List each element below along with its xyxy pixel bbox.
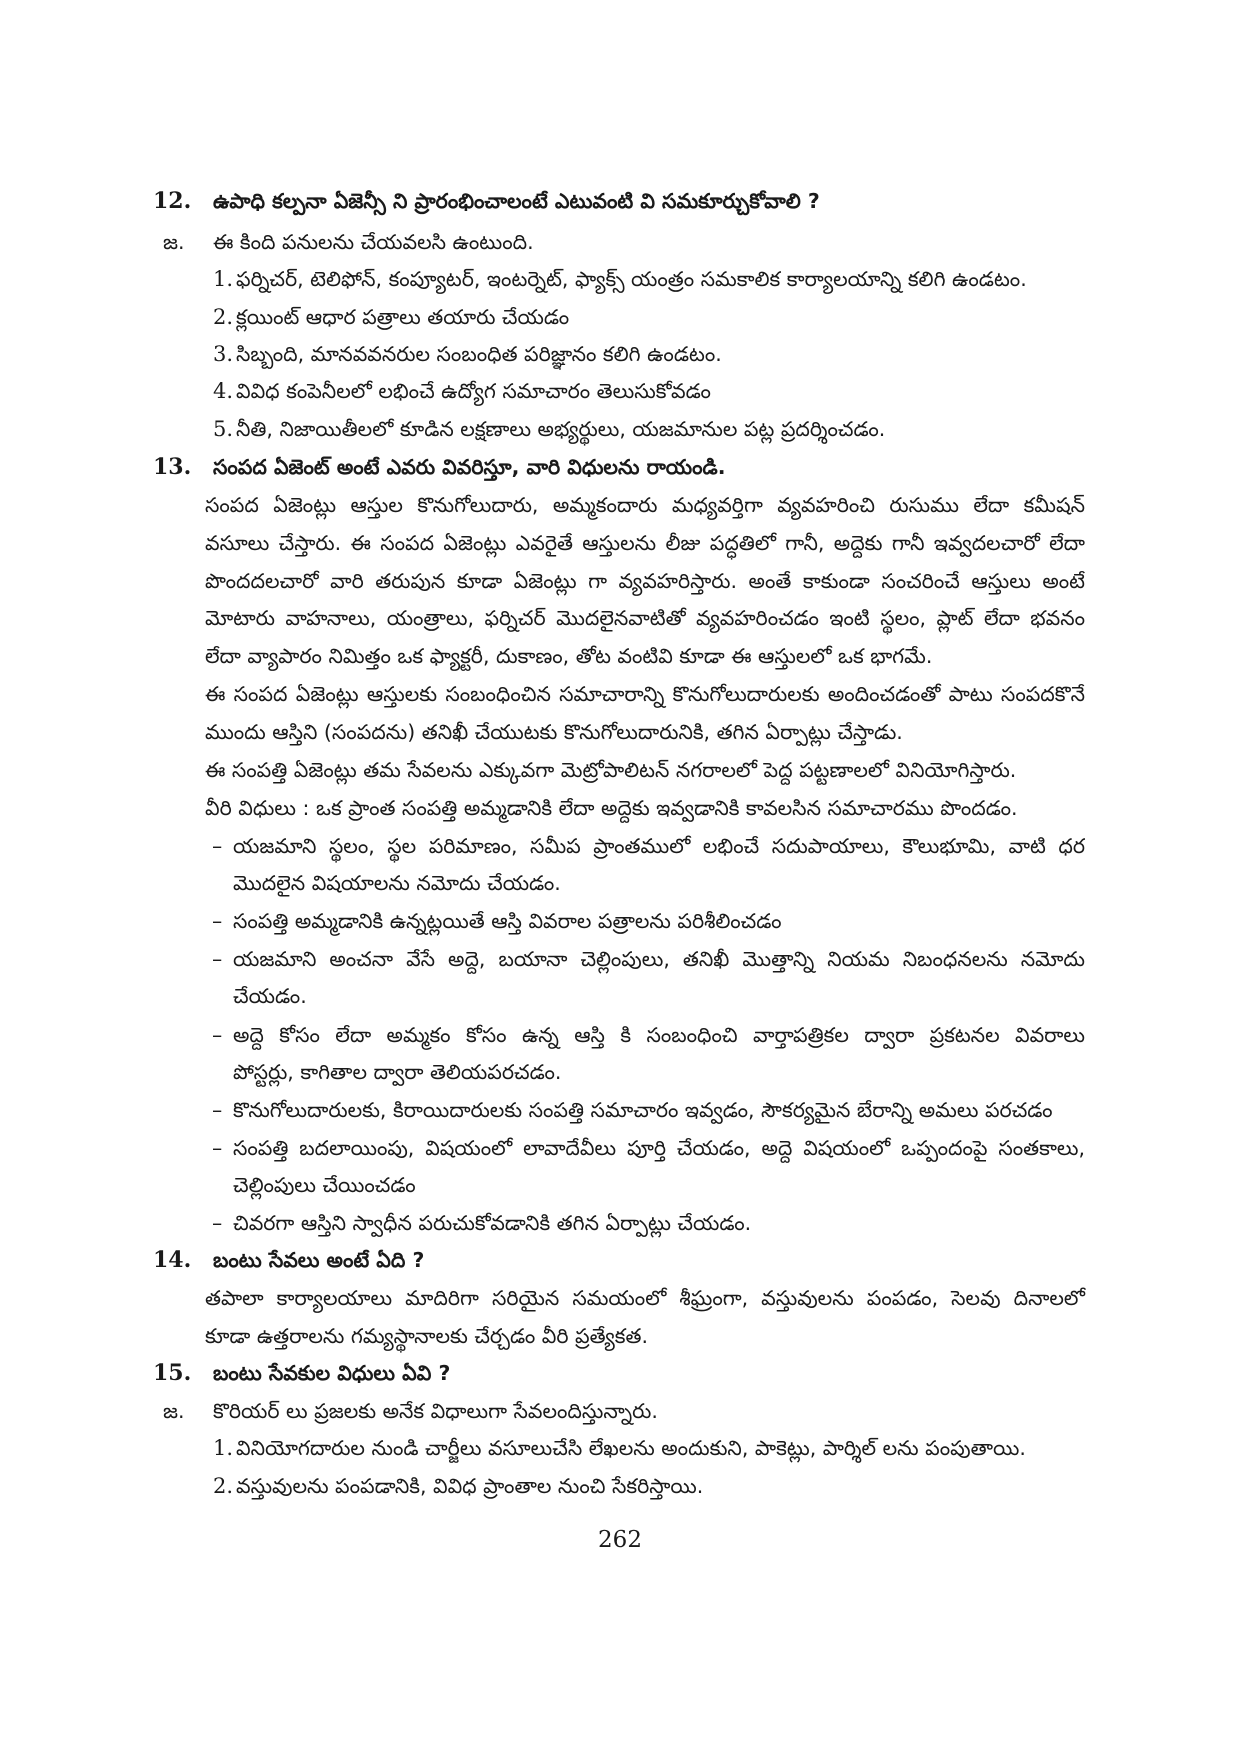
dash-bullet: – (212, 909, 223, 933)
dash-bullet: – (212, 1211, 223, 1235)
question-text: సంపద ఏజెంట్ అంటే ఎవరు వివరిస్తూ, వారి విధులను రాయండి. (213, 455, 726, 479)
dash-bullet: – (212, 1023, 223, 1047)
question-text: ఉపాధి కల్పనా ఏజెన్సీ ని ప్రారంభించాలంటే ఎటువంటి వి సమకూర్చుకోవాలి ? (213, 189, 820, 213)
dash-bullet: – (212, 1098, 223, 1122)
dash-bullet: – (212, 834, 223, 858)
question-text: బంటు సేవలు అంటే ఏది ? (213, 1248, 425, 1272)
question-number: 15. (153, 1360, 192, 1386)
dash-bullet: – (212, 1136, 223, 1160)
dash-bullet: – (212, 947, 223, 971)
page-number: 262 (598, 1527, 642, 1553)
answer-marker: జ. (163, 230, 185, 254)
question-number: 13. (153, 454, 192, 480)
answer-marker: జ. (163, 1399, 185, 1423)
question-text: బంటు సేవకుల విధులు ఏవి ? (213, 1361, 451, 1385)
question-number: 14. (153, 1247, 192, 1273)
question-number: 12. (153, 188, 192, 214)
document-page: 12. ఉపాధి కల్పనా ఏజెన్సీ ని ప్రారంభించాలంటే ఎటువంటి వి సమకూర్చుకోవాలి ? జ. ఈ కింది పనులను చేయవలసి ఉంటుంది. 1. ఫర్నిచర్, టెలిఫోన్, కంప్యూటర్, ఇంటర్నెట్, ఫ్యాక్స్ యంత్రం సమకాలిక కార్యాలయాన్ని కలిగి ఉండటం. 2. క్లయింట్ ఆధార పత్రాలు తయారు చేయడం 3. సిబ్బంది, మానవవనరుల సంబంధిత పరిజ్ఞానం కలిగి ఉండటం. 4. వివిధ కంపెనీలలో లభించే ఉద్యోగ సమాచారం తెలుసుకోవడం 5. నీతి, నిజాయితీలలో కూడిన లక్షణాలు అభ్యర్థులు, యజమానుల పట్ల ప్రదర్శించడం. 13. సంపద ఏజెంట్ అంటే ఎవరు వివరిస్తూ, వారి విధులను రాయండి. సంపద ఏజెంట్లు ఆస్తుల కొనుగోలుదారు, అమ్మకందారు మధ్యవర్తిగా వ్యవహరించి రుసుము లేదా కమీషన్ వసూలు చేస్తారు. ఈ సంపద ఏజెంట్లు ఎవరైతే ఆస్తులను లీజు పద్ధతిలో గానీ, అద్దెకు గానీ ఇవ్వదలచారో లేదా పొందదలచారో వారి తరుపున కూడా ఏజెంట్లు గా వ్యవహరిస్తారు. అంతే కాకుండా సంచరించే ఆస్తులు అంటే మోటారు వాహనాలు, యంత్రాలు, ఫర్నిచర్ మొదలైనవాటితో వ్యవహరించడం ఇంటి స్థలం, ప్లాట్ లేదా భవనం లేదా వ్యాపారం నిమిత్తం ఒక ఫ్యాక్టరీ, దుకాణం, తోట వంటివి కూడా ఈ ఆస్తులలో ఒక భాగమే. ఈ సంపద ఏజెంట్లు ఆస్తులకు సంబంధించిన సమాచారాన్ని కొనుగోలుదారులకు అందించడంతో పాటు సంపదకొనే ముందు ఆస్తిని (సంపదను) తనిఖీ చేయుటకు కొనుగోలుదారునికి, తగిన ఏర్పాట్లు చేస్తాడు. ఈ సంపత్తి ఏజెంట్లు తమ సేవలను ఎక్కువగా మెట్రోపాలిటన్ నగరాలలో పెద్ద పట్టణాలలో వినియోగిస్తారు. వీరి విధులు : ఒక ప్రాంత సంపత్తి అమ్మడానికి లేదా అద్దెకు ఇవ్వడానికి కావలసిన సమాచారము పొందడం. – యజమాని స్థలం, స్థల పరిమాణం, సమీప ప్రాంతములో లభించే సదుపాయాలు, కౌలుభూమి, వాటి ధర మొదలైన విషయాలను నమోదు చేయడం. – సంపత్తి అమ్మడానికి ఉన్నట్లయితే ఆస్తి వివరాల పత్రాలను పరిశీలించడం – యజమాని అంచనా వేసే అద్దె, బయానా చెల్లింపులు, తనిఖీ మొత్తాన్ని నియమ నిబంధనలను నమోదు చేయడం. – అద్దె కోసం లేదా అమ్మకం కోసం ఉన్న ఆస్తి కి సంబంధించి వార్తాపత్రికల ద్వారా ప్రకటనల వివరాలు పోస్టర్లు, కాగితాల ద్వారా తెలియపరచడం. – కొనుగోలుదారులకు, కిరాయిదారులకు సంపత్తి సమాచారం ఇవ్వడం, సౌకర్యమైన బేరాన్ని అమలు పరచడం – సంపత్తి బదలాయింపు, విషయంలో లావాదేవీలు పూర్తి చేయడం, అద్దె విషయంలో ఒప్పందంపై సంతకాలు, చెల్లింపులు చేయించడం – చివరగా ఆస్తిని స్వాధీన పరుచుకోవడానికి తగిన ఏర్పాట్లు చేయడం. 14. బంటు సేవలు అంటే ఏది ? తపాలా కార్యాలయాలు మాదిరిగా సరియైన సమయంలో శీఘ్రంగా, వస్తువులను పంపడం, సెలవు దినాలలో కూడా ఉత్తరాలను గమ్యస్థానాలకు చేర్చడం వీరి ప్రత్యేకత. 15. బంటు సేవకుల విధులు ఏవి ? జ. కొరియర్ లు ప్రజలకు అనేక విధాలుగా సేవలందిస్తున్నారు. 1. వినియోగదారుల నుండి చార్జీలు వసూలుచేసి లేఖలను అందుకుని, పాకెట్లు, పార్శిల్ లను పంపుతాయి. 2. వస్తువులను పంపడానికి, వివిధ ప్రాంతాల నుంచి సేకరిస్తాయి. 262 (0, 0, 1240, 1755)
